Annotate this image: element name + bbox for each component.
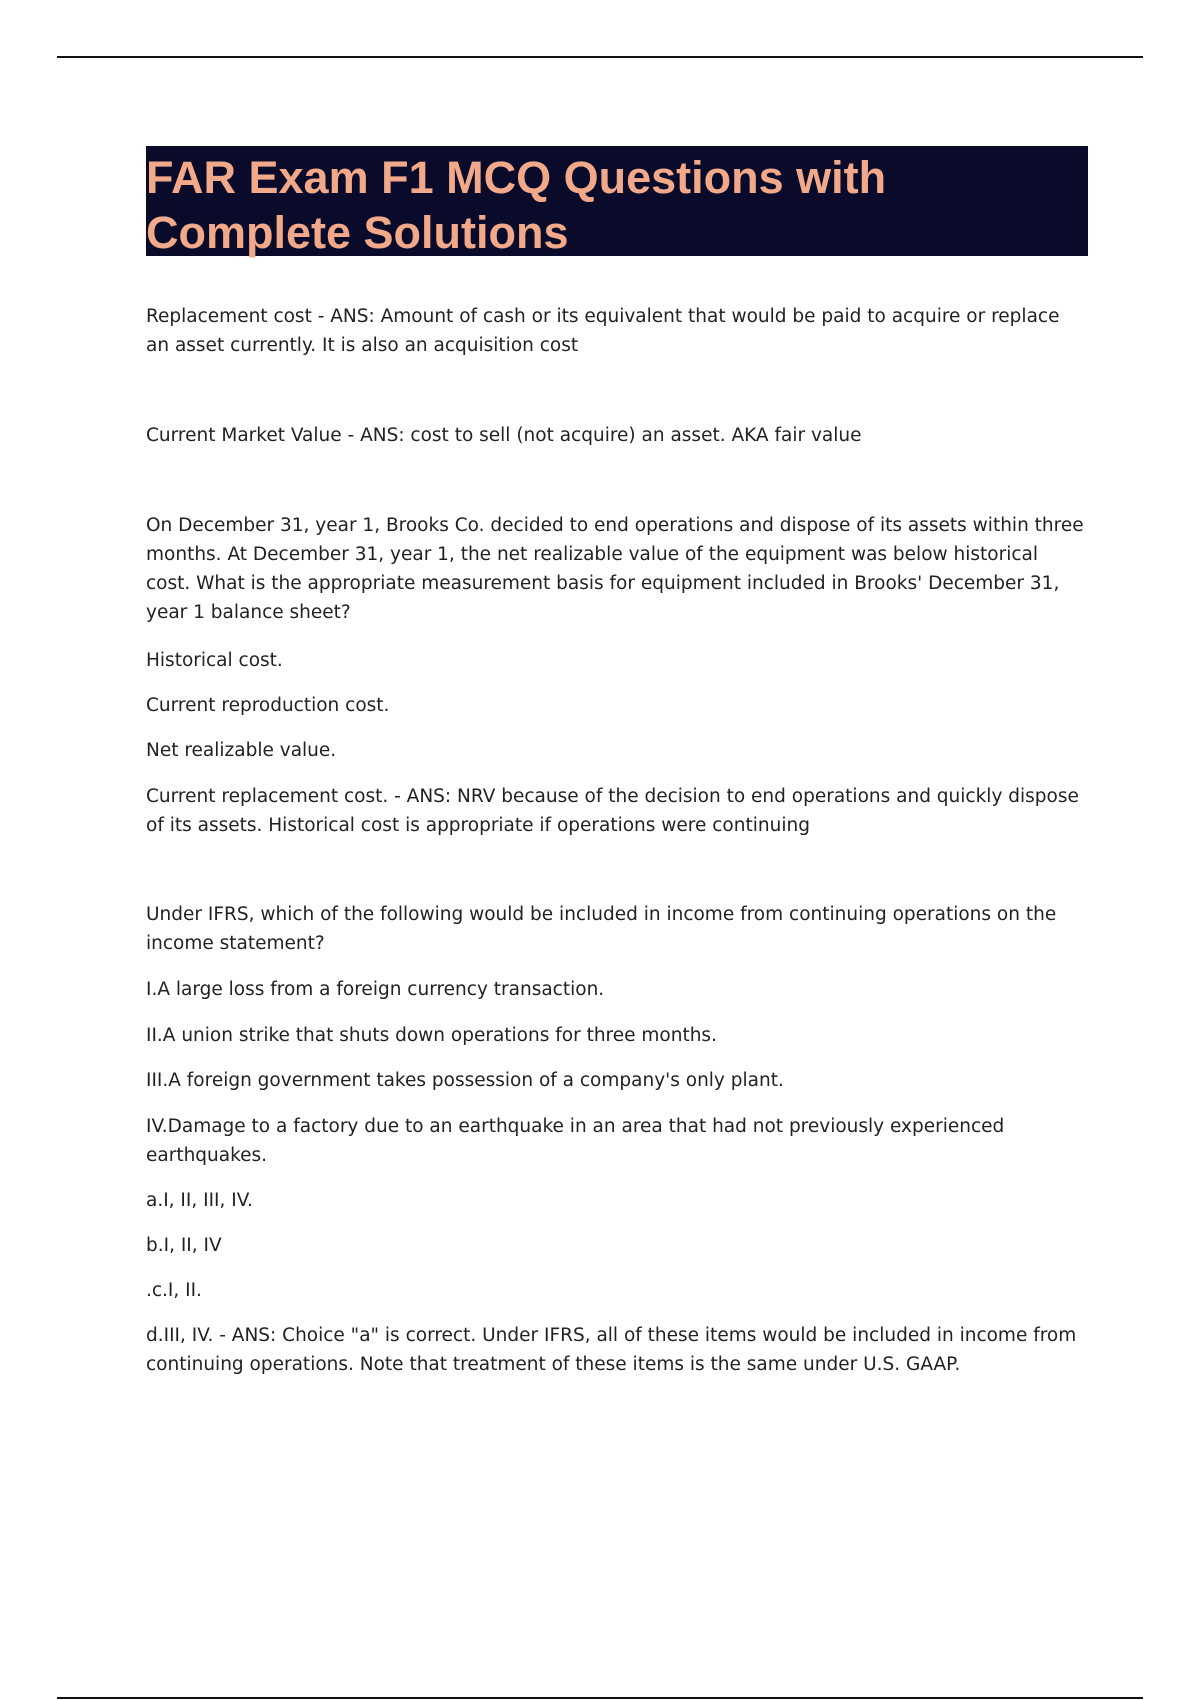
choice-d-answer: d.III, IV. - ANS: Choice "a" is correct. Under IFRS, all of these items would be included in income from continuing operations. Note that treatment of these items is the same under U.S. GAAP. xyxy=(146,1325,1077,1375)
question-ifrs-continuing-operations: Under IFRS, which of the following would be included in income from continuing operations on the income statement? xyxy=(146,904,1057,954)
entry-current-market-value: Current Market Value - ANS: cost to sell (not acquire) an asset. AKA fair value xyxy=(146,425,862,446)
option-current-reproduction-cost: Current reproduction cost. xyxy=(146,695,390,716)
choice-b: b.I, II, IV xyxy=(146,1235,222,1256)
item-iii: III.A foreign government takes possession of a company's only plant. xyxy=(146,1070,784,1091)
option-historical-cost: Historical cost. xyxy=(146,650,283,671)
choice-c: .c.I, II. xyxy=(146,1280,202,1301)
header-rule xyxy=(57,56,1143,58)
item-ii: II.A union strike that shuts down operations for three months. xyxy=(146,1025,717,1046)
document-title-banner xyxy=(146,146,1088,256)
question-brooks-measurement: On December 31, year 1, Brooks Co. decided to end operations and dispose of its assets within three months. At December 31, year 1, the net realizable value of the equipment was below historical cost. What is the appropriate measurement basis for equipment included in Brooks' December 31, year 1 balance sheet? xyxy=(146,515,1084,623)
item-iv: IV.Damage to a factory due to an earthquake in an area that had not previously experienced earthquakes. xyxy=(146,1116,1005,1166)
option-net-realizable-value: Net realizable value. xyxy=(146,740,337,761)
document-body xyxy=(146,146,1088,1375)
document-title xyxy=(146,150,1088,260)
document-title-line-1: FAR Exam F1 MCQ Questions with xyxy=(146,152,887,203)
footer-rule xyxy=(57,1697,1143,1699)
document-title-line-2: Complete Solutions xyxy=(146,207,569,258)
item-i: I.A large loss from a foreign currency transaction. xyxy=(146,979,605,1000)
option-current-replacement-cost-answer: Current replacement cost. - ANS: NRV because of the decision to end operations and quickly dispose of its assets. Historical cost is appropriate if operations were continuing xyxy=(146,786,1079,836)
choice-a: a.I, II, III, IV. xyxy=(146,1190,253,1211)
entry-replacement-cost: Replacement cost - ANS: Amount of cash or its equivalent that would be paid to acquire or replace an asset currently. It is also an acquisition cost xyxy=(146,306,1060,356)
